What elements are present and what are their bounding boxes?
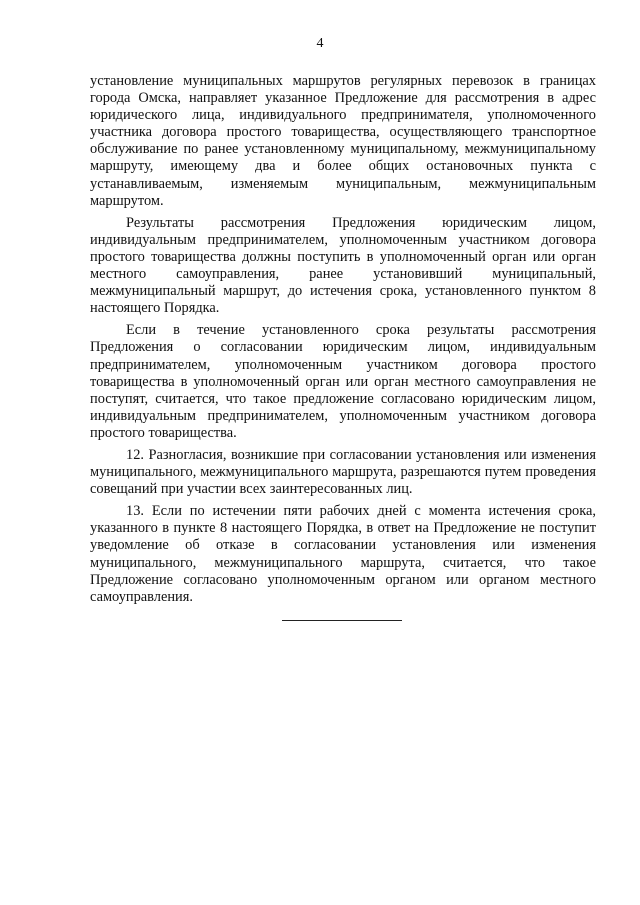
paragraph-continuation: установление муниципальных маршрутов регулярных перевозок в границах города Омска, направляет указанное Предложение для рассмотрения в адрес юридического лица, индивидуального предпринимателя, уполномоченного участника договора простого товарищества, осуществляющего транспортное обслуживание по ранее установленному муниципальному, межмуниципальному маршруту, имеющему два и более общих остановочных пункта с устанавливаемым, изменяемым муниципальным, межмуниципальным маршрутом. bbox=[90, 73, 596, 209]
paragraph-item-13: 13. Если по истечении пяти рабочих дней с момента истечения срока, указанного в пункте 8 настоящего Порядка, в ответ на Предложение не поступит уведомление об отказе в согласовании установления или изменения муниципального, межмуниципального маршрута, считается, что такое Предложение согласовано уполномоченным органом или органом местного самоуправления. bbox=[90, 503, 596, 605]
closing-divider bbox=[282, 620, 402, 621]
paragraph-item-12: 12. Разногласия, возникшие при согласовании установления или изменения муниципального, межмуниципального маршрута, разрешаются путем проведения совещаний при участии всех заинтересованных лиц. bbox=[90, 446, 596, 498]
document-body bbox=[90, 73, 596, 611]
page-number: 4 bbox=[316, 36, 324, 51]
paragraph-review-results: Результаты рассмотрения Предложения юридическим лицом, индивидуальным предпринимателем, уполномоченным участником договора простого товарищества должны поступить в уполномоченный орган или орган местного самоуправления, ранее установивший муниципальный, межмуниципальный маршрут, до истечения срока, установленного пунктом 8 настоящего Порядка. bbox=[90, 214, 596, 317]
paragraph-no-response: Если в течение установленного срока результаты рассмотрения Предложения о согласовании юридическим лицом, индивидуальным предпринимателем, уполномоченным участником договора простого товарищества в уполномоченный орган или орган местного самоуправления не поступят, считается, что такое предложение согласовано юридическим лицом, индивидуальным предпринимателем, уполномоченным участником договора простого товарищества. bbox=[90, 322, 596, 441]
